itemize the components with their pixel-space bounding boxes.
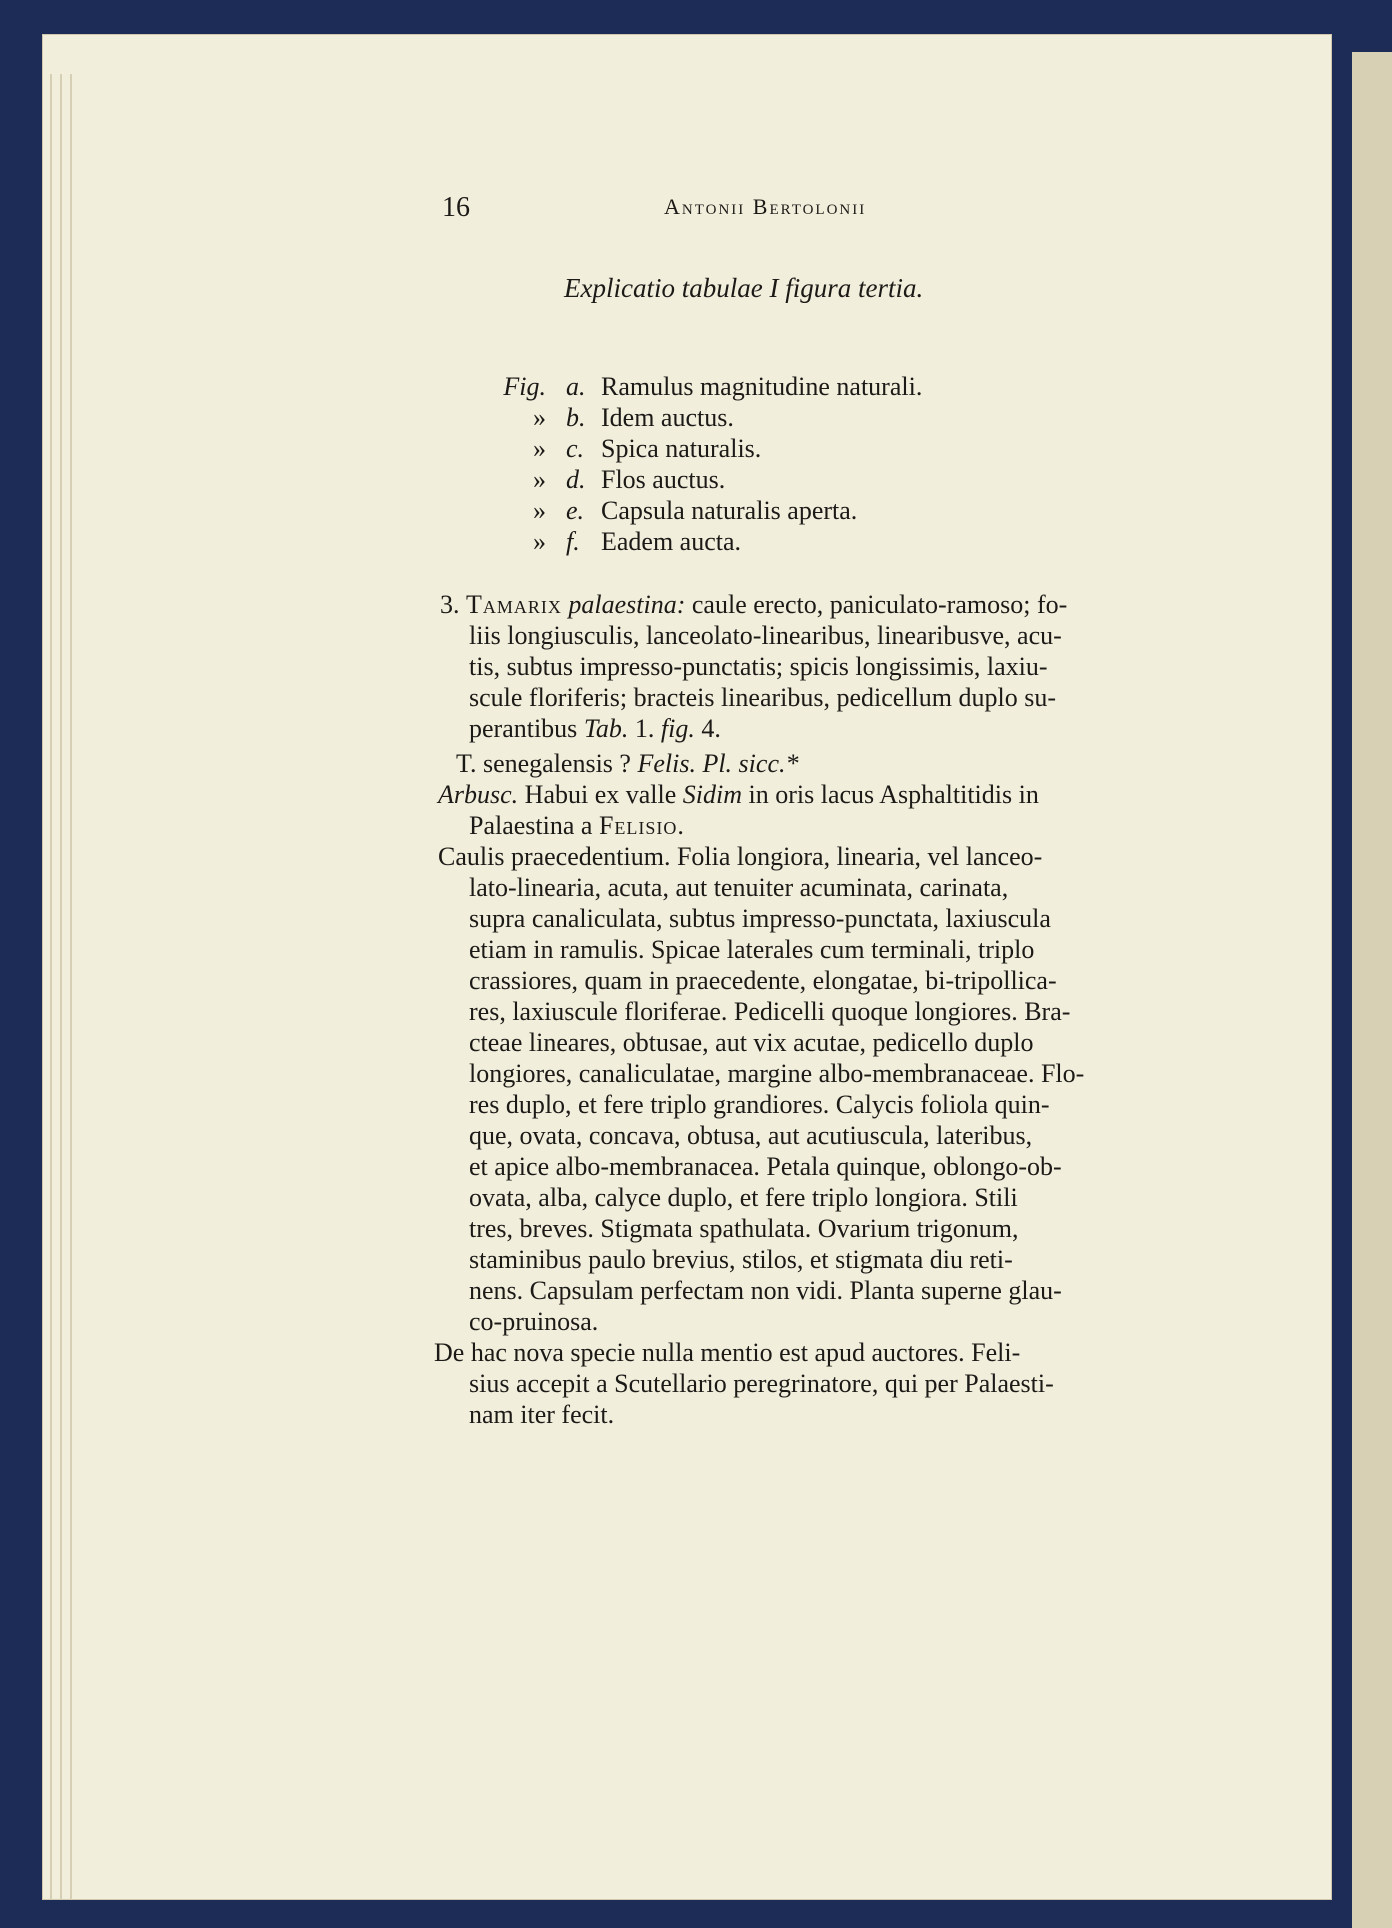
species-epithet: palaestina:: [568, 590, 686, 619]
figure-item: » f. Eadem aucta.: [533, 527, 742, 556]
diagnosis-line: tis, subtus impresso-punctatis; spicis longissimis, laxiu-: [469, 652, 1048, 681]
notes-line: De hac nova specie nulla mentio est apud auctores. Feli-: [434, 1338, 1021, 1367]
description-line: staminibus paulo brevius, stilos, et stigmata diu reti-: [469, 1245, 1013, 1274]
notes-line: nam iter fecit.: [469, 1400, 615, 1429]
plate-explanation-title: Explicatio tabulae I figura tertia.: [564, 273, 924, 303]
habitat-line: Palaestina a Felisio.: [469, 811, 685, 840]
description-line: longiores, canaliculatae, margine albo-membranaceae. Flo-: [469, 1059, 1085, 1088]
description-line: que, ovata, concava, obtusa, aut acutiuscula, lateribus,: [469, 1121, 1033, 1150]
notes-line: sius accepit a Scutellario peregrinatore, qui per Palaesti-: [469, 1369, 1054, 1398]
description-line: ovata, alba, calyce duplo, et fere triplo longiora. Stili: [469, 1183, 1018, 1212]
adjacent-page-edge: [1352, 52, 1392, 1928]
description-line: nens. Capsulam perfectam non vidi. Planta superne glau-: [469, 1276, 1062, 1305]
description-line: et apice albo-membranacea. Petala quinque, oblongo-ob-: [469, 1152, 1062, 1181]
description-line: cteae lineares, obtusae, aut vix acutae, pedicello duplo: [469, 1028, 1034, 1057]
page-number: 16: [442, 192, 470, 223]
figure-item: » c. Spica naturalis.: [533, 434, 762, 463]
figure-item: » b. Idem auctus.: [533, 403, 734, 432]
description-line: Caulis praecedentium. Folia longiora, linearia, vel lanceo-: [438, 842, 1043, 871]
habitat-line: Arbusc. Habui ex valle Sidim in oris lacus Asphaltitidis in: [438, 780, 1039, 809]
description-line: crassiores, quam in praecedente, elongatae, bi-tripollica-: [469, 966, 1057, 995]
species-genus: Tamarix: [466, 590, 562, 619]
diagnosis-line: liis longiusculis, lanceolato-linearibus, linearibusve, acu-: [469, 621, 1062, 650]
figure-item: Fig. a. Ramulus magnitudine naturali.: [503, 372, 923, 401]
figure-item: » d. Flos auctus.: [533, 465, 726, 494]
diagnosis-line: scule floriferis; bracteis linearibus, pedicellum duplo su-: [469, 683, 1056, 712]
synonym-line: T. senegalensis ? Felis. Pl. sicc.*: [456, 749, 799, 778]
description-line: lato-linearia, acuta, aut tenuiter acuminata, carinata,: [469, 873, 1009, 902]
description-line: co-pruinosa.: [469, 1307, 599, 1336]
description-line: etiam in ramulis. Spicae laterales cum terminali, triplo: [469, 935, 1035, 964]
description-line: res, laxiuscule floriferae. Pedicelli quoque longiores. Bra-: [469, 997, 1071, 1026]
description-line: tres, breves. Stigmata spathulata. Ovarium trigonum,: [469, 1214, 1019, 1243]
running-title: Antonii Bertolonii: [664, 194, 867, 219]
description-line: res duplo, et fere triplo grandiores. Calycis foliola quin-: [469, 1090, 1050, 1119]
species-heading-line: 3. Tamarix palaestina: caule erecto, paniculato-ramoso; fo-: [440, 590, 1068, 619]
description-line: supra canaliculata, subtus impresso-punctata, laxiuscula: [469, 904, 1051, 933]
book-page: [42, 34, 1332, 1900]
diagnosis-line: perantibus Tab. 1. fig. 4.: [469, 714, 721, 743]
figure-item: » e. Capsula naturalis aperta.: [533, 496, 858, 525]
